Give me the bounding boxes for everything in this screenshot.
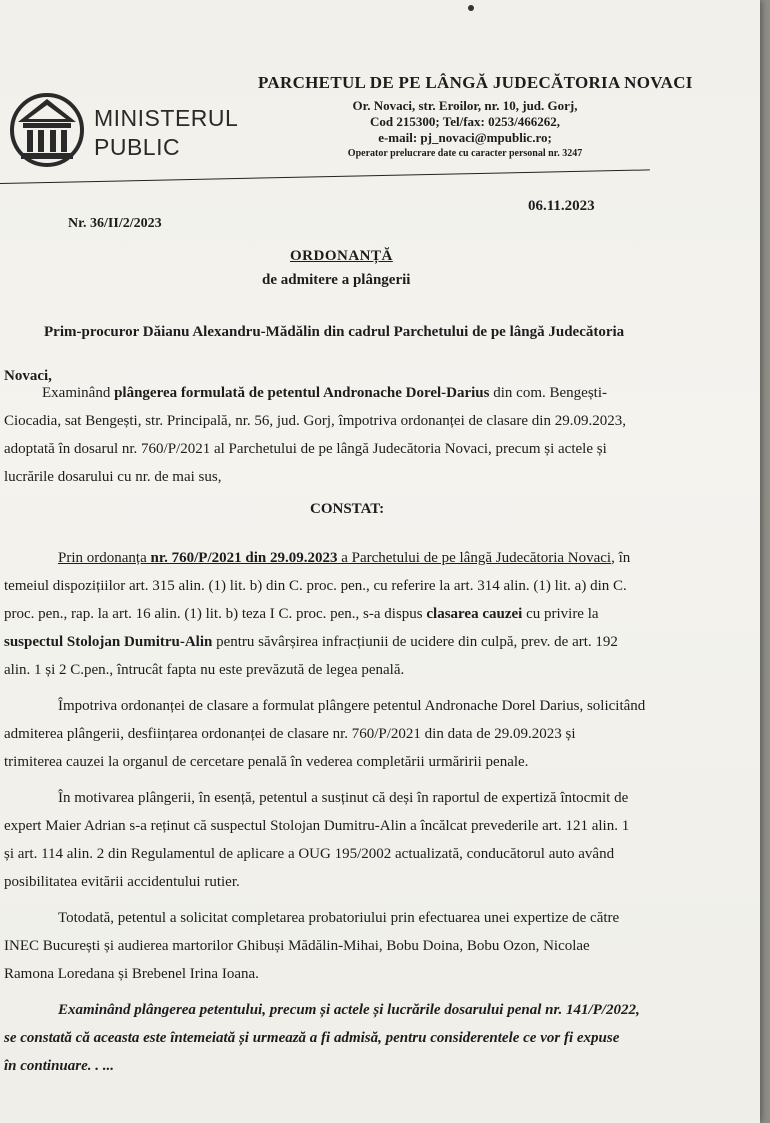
body-line: Ciocadia, sat Bengești, str. Principală, nr. 56, jud. Gorj, împotriva ordonanței de clasare din 29.09.2023,: [4, 413, 626, 429]
email-line: e-mail: pj_novaci@mpublic.ro;: [378, 130, 552, 145]
body-line: Împotriva ordonanței de clasare a formulat plângere petentul Andronache Dorel Darius, solicitând: [58, 698, 646, 714]
address-line-1: Or. Novaci, str. Eroilor, nr. 10, jud. Gorj,: [352, 98, 578, 113]
text-run: Prin ordonanța: [58, 550, 151, 566]
text-run: proc. pen., rap. la art. 16 alin. (1) lit. b) teza I C. proc. pen., s-a dispus: [4, 606, 427, 622]
body-line: lucrările dosarului cu nr. de mai sus,: [4, 469, 222, 485]
body-line: admiterea plângerii, desființarea ordonanței de clasare nr. 760/P/2021 din data de 29.09.2023 și: [4, 726, 576, 742]
ministry-line-1: MINISTERUL: [94, 105, 239, 131]
text-run: clasarea cauzei: [426, 606, 523, 622]
text-run: plângerea formulată de petentul Andronache Dorel-Darius: [114, 385, 490, 401]
text-run: cu privire la: [522, 606, 599, 622]
body-line: Totodată, petentul a solicitat completarea probatoriului prin efectuarea unei expertize de către: [58, 910, 620, 926]
body-line: [42, 384, 607, 402]
document-date: 06.11.2023: [528, 198, 595, 214]
body-line: Examinând plângerea petentului, precum și actele și lucrările dosarului penal nr. 141/P/2022,: [58, 1002, 640, 1018]
text-run: , în: [611, 550, 631, 566]
body-line: Ramona Loredana și Brebenel Irina Ioana.: [4, 966, 259, 982]
body-line: posibilitatea evitării accidentului rutier.: [4, 874, 240, 890]
text-run: pentru săvârșirea infracțiunii de ucidere din culpă, prev. de art. 192: [212, 634, 618, 650]
body-line: Prim-procuror Dăianu Alexandru-Mădălin din cadrul Parchetului de pe lângă Judecătoria: [44, 324, 625, 340]
text-run: Examinând: [42, 385, 115, 401]
body-line: și art. 114 alin. 2 din Regulamentul de aplicare a OUG 195/2002 actualizată, conducătorul auto având: [4, 846, 615, 862]
address-line-2: Cod 215300; Tel/fax: 0253/466262,: [370, 114, 560, 129]
body-line: [4, 633, 618, 651]
body-line: trimiterea cauzei la organul de cercetare penală în vederea completării urmăririi penale.: [4, 754, 529, 770]
body-line: [4, 605, 599, 623]
institution-name: PARCHETUL DE PE LÂNGĂ JUDECĂTORIA NOVACI: [258, 73, 693, 92]
body-line: În motivarea plângerii, în esență, petentul a susținut că deși în raportul de expertiză întocmit de: [58, 790, 629, 806]
text-run: nr. 760/P/2021 din 29.09.2023: [150, 550, 338, 566]
body-line: adoptată în dosarul nr. 760/P/2021 al Parchetului de pe lângă Judecătoria Novaci, precum și actele și: [4, 441, 607, 457]
section-heading: CONSTAT:: [310, 501, 385, 517]
text-run: suspectul Stolojan Dumitru-Alin: [4, 634, 213, 650]
ministry-line-2: PUBLIC: [94, 134, 181, 160]
text-run: din com. Bengești-: [489, 385, 607, 401]
document-subtitle: de admitere a plângerii: [262, 272, 411, 288]
body-line: INEC București și audierea martorilor Ghibuși Mădălin-Mihai, Bobu Doina, Bobu Ozon, Nicolae: [4, 938, 590, 954]
body-line: se constată că aceasta este întemeiată și urmează a fi admisă, pentru considerentele ce vor fi expuse: [4, 1030, 620, 1046]
body-line: Novaci,: [4, 368, 52, 384]
text-run: a Parchetului de pe lângă Judecătoria Novaci: [337, 550, 612, 566]
body-line: [58, 549, 630, 567]
body-line: în continuare. . ...: [4, 1058, 115, 1074]
body-line: temeiul dispozițiilor art. 315 alin. (1) lit. b) din C. proc. pen., cu referire la art. 314 alin. (1) lit. a) din C.: [4, 578, 627, 594]
body-line: alin. 1 și 2 C.pen., întrucât fapta nu este prevăzută de legea penală.: [4, 662, 405, 678]
document-number: Nr. 36/II/2/2023: [68, 216, 162, 231]
body-line: expert Maier Adrian s-a reținut că suspectul Stolojan Dumitru-Alin a încălcat prevederile art. 121 alin. 1: [4, 818, 630, 834]
document-title: ORDONANȚĂ: [290, 248, 393, 264]
operator-line: Operator prelucrare date cu caracter personal nr. 3247: [347, 148, 583, 159]
